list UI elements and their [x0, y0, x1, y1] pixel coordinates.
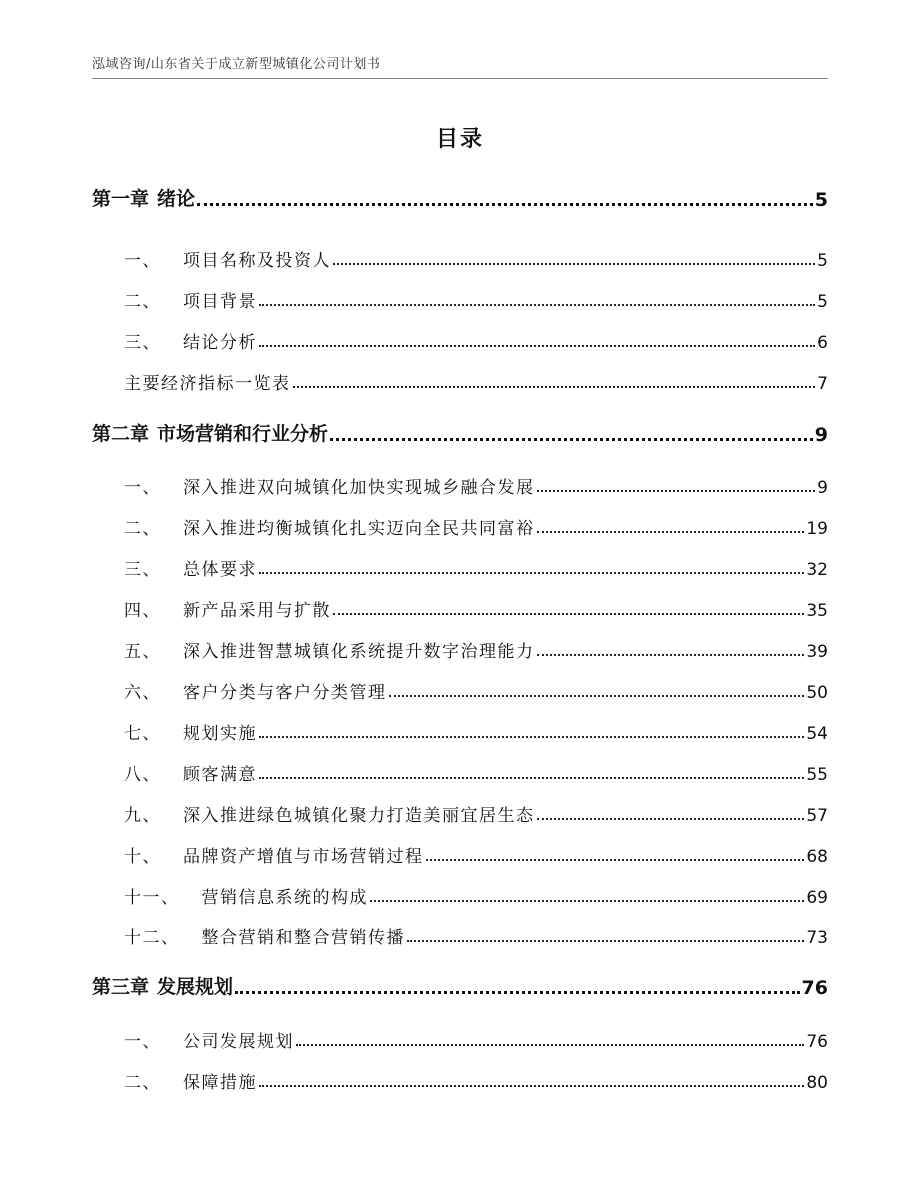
toc-entry-number: 四、 [124, 601, 161, 621]
toc-entry-number: 五、 [124, 642, 161, 662]
toc-entry-number: 一、 [124, 251, 161, 271]
toc-page-number: 50 [806, 683, 828, 703]
toc-chapter-entry[interactable] [92, 420, 828, 446]
toc-entry-number: 一、 [124, 1032, 161, 1052]
toc-entry-label [124, 514, 535, 539]
toc-section-entry[interactable] [92, 595, 828, 621]
toc-leader-dots [407, 940, 804, 942]
toc-entry-title: 市场营销和行业分析 [157, 423, 329, 445]
toc-entry-title: 深入推进智慧城镇化系统提升数字治理能力 [183, 642, 535, 662]
toc-entry-number: 八、 [124, 765, 161, 785]
toc-entry-label [124, 842, 424, 867]
toc-entry-label [92, 419, 328, 446]
toc-entry-label [124, 678, 387, 703]
toc-leader-dots [259, 345, 815, 347]
toc-page-number: 76 [806, 1032, 828, 1052]
toc-entry-title: 深入推进双向城镇化加快实现城乡融合发展 [183, 478, 535, 498]
toc-page-number: 32 [806, 560, 828, 580]
toc-entry-title: 主要经济指标一览表 [124, 374, 291, 394]
toc-section-entry[interactable] [92, 327, 828, 353]
toc-leader-dots [370, 900, 804, 902]
toc-section-entry[interactable] [92, 1026, 828, 1052]
toc-entry-number: 九、 [124, 806, 161, 826]
toc-entry-number: 七、 [124, 724, 161, 744]
toc-chapter-entry[interactable] [92, 185, 828, 211]
toc-entry-label [124, 369, 291, 394]
toc-entry-number: 十、 [124, 847, 161, 867]
toc-section-entry[interactable] [92, 800, 828, 826]
toc-section-entry[interactable] [92, 472, 828, 498]
toc-entry-label [124, 883, 368, 908]
toc-entry-title: 顾客满意 [183, 765, 257, 785]
toc-section-entry[interactable] [92, 636, 828, 662]
toc-entry-title: 结论分析 [183, 333, 257, 353]
toc-entry-title: 公司发展规划 [183, 1032, 294, 1052]
toc-entry-label [124, 801, 535, 826]
toc-page-number: 5 [817, 251, 828, 271]
toc-section-entry[interactable] [92, 286, 828, 312]
toc-entry-title: 总体要求 [183, 560, 257, 580]
toc-entry-title: 新产品采用与扩散 [183, 601, 331, 621]
toc-page-number: 69 [806, 888, 828, 908]
page-title: 目录 [435, 127, 484, 152]
toc-leader-dots [296, 1044, 804, 1046]
toc-entry-label [124, 473, 535, 498]
toc-entry-label [124, 1068, 257, 1093]
toc-leader-dots [333, 613, 804, 615]
toc-section-entry[interactable] [92, 759, 828, 785]
toc-entry-label [124, 1027, 294, 1052]
toc-entry-number: 一、 [124, 478, 161, 498]
toc-page-number: 5 [814, 189, 828, 211]
toc-section-entry[interactable] [92, 368, 828, 394]
toc-entry-label [92, 972, 233, 999]
toc-section-entry[interactable] [92, 1067, 828, 1093]
toc-leader-dots [235, 991, 800, 994]
toc-entry-number: 十一、 [124, 888, 180, 908]
toc-page-number: 68 [806, 847, 828, 867]
toc-entry-label [124, 596, 331, 621]
toc-leader-dots [537, 818, 805, 820]
toc-leader-dots [537, 490, 816, 492]
toc-leader-dots [259, 736, 804, 738]
toc-leader-dots [293, 386, 816, 388]
toc-section-entry[interactable] [92, 718, 828, 744]
toc-page-number: 5 [817, 292, 828, 312]
toc-leader-dots [537, 531, 805, 533]
toc-leader-dots [259, 1085, 804, 1087]
toc-page-number: 6 [817, 333, 828, 353]
toc-entry-title: 整合营销和整合营销传播 [201, 928, 405, 948]
toc-chapter-entry[interactable] [92, 973, 828, 999]
toc-entry-title: 项目背景 [183, 292, 257, 312]
toc-entry-title: 客户分类与客户分类管理 [183, 683, 387, 703]
toc-page-number: 7 [817, 374, 828, 394]
toc-page-number: 35 [806, 601, 828, 621]
toc-entry-label [124, 923, 405, 948]
toc-page-number: 54 [806, 724, 828, 744]
toc-entry-number: 第一章 [92, 188, 150, 210]
toc-entry-number: 二、 [124, 292, 161, 312]
running-header: 泓域咨询/山东省关于成立新型城镇化公司计划书 [92, 57, 381, 72]
toc-section-entry[interactable] [92, 554, 828, 580]
toc-leader-dots [537, 654, 805, 656]
toc-page-number: 80 [806, 1073, 828, 1093]
toc-page-number: 55 [806, 765, 828, 785]
toc-entry-label [124, 246, 331, 271]
toc-entry-number: 三、 [124, 560, 161, 580]
toc-entry-number: 十二、 [124, 928, 180, 948]
toc-entry-title: 品牌资产增值与市场营销过程 [183, 847, 424, 867]
toc-entry-label [124, 760, 257, 785]
toc-page-number: 73 [806, 928, 828, 948]
toc-entry-title: 规划实施 [183, 724, 257, 744]
toc-entry-number: 第二章 [92, 423, 150, 445]
toc-page-number: 9 [814, 424, 828, 446]
toc-entry-title: 项目名称及投资人 [183, 251, 331, 271]
toc-section-entry[interactable] [92, 841, 828, 867]
toc-entry-title: 绪论 [157, 188, 196, 210]
toc-page-number: 57 [806, 806, 828, 826]
toc-leader-dots [333, 263, 815, 265]
toc-entry-number: 三、 [124, 333, 161, 353]
toc-entry-title: 发展规划 [157, 976, 234, 998]
toc-leader-dots [259, 777, 804, 779]
toc-section-entry[interactable] [92, 245, 828, 271]
toc-leader-dots [259, 304, 815, 306]
toc-entry-label [124, 328, 257, 353]
header-divider [92, 78, 828, 79]
toc-entry-number: 六、 [124, 683, 161, 703]
toc-leader-dots [330, 438, 813, 441]
toc-leader-dots [389, 695, 805, 697]
toc-page-number: 39 [806, 642, 828, 662]
toc-leader-dots [259, 572, 804, 574]
toc-entry-title: 营销信息系统的构成 [201, 888, 368, 908]
toc-section-entry[interactable] [92, 513, 828, 539]
toc-entry-label [124, 555, 257, 580]
toc-page-number: 9 [817, 478, 828, 498]
toc-entry-label [124, 719, 257, 744]
toc-entry-title: 保障措施 [183, 1073, 257, 1093]
toc-entry-label [124, 287, 257, 312]
toc-entry-label [124, 637, 535, 662]
toc-entry-number: 二、 [124, 519, 161, 539]
toc-entry-title: 深入推进绿色城镇化聚力打造美丽宜居生态 [183, 806, 535, 826]
toc-section-entry[interactable] [92, 882, 828, 908]
toc-leader-dots [426, 859, 805, 861]
toc-entry-title: 深入推进均衡城镇化扎实迈向全民共同富裕 [183, 519, 535, 539]
toc-section-entry[interactable] [92, 922, 828, 948]
toc-entry-number: 二、 [124, 1073, 161, 1093]
toc-entry-number: 第三章 [92, 976, 150, 998]
toc-entry-label [92, 184, 195, 211]
toc-section-entry[interactable] [92, 677, 828, 703]
toc-leader-dots [197, 203, 813, 206]
toc-page-number: 76 [801, 977, 828, 999]
toc-page-number: 19 [806, 519, 828, 539]
